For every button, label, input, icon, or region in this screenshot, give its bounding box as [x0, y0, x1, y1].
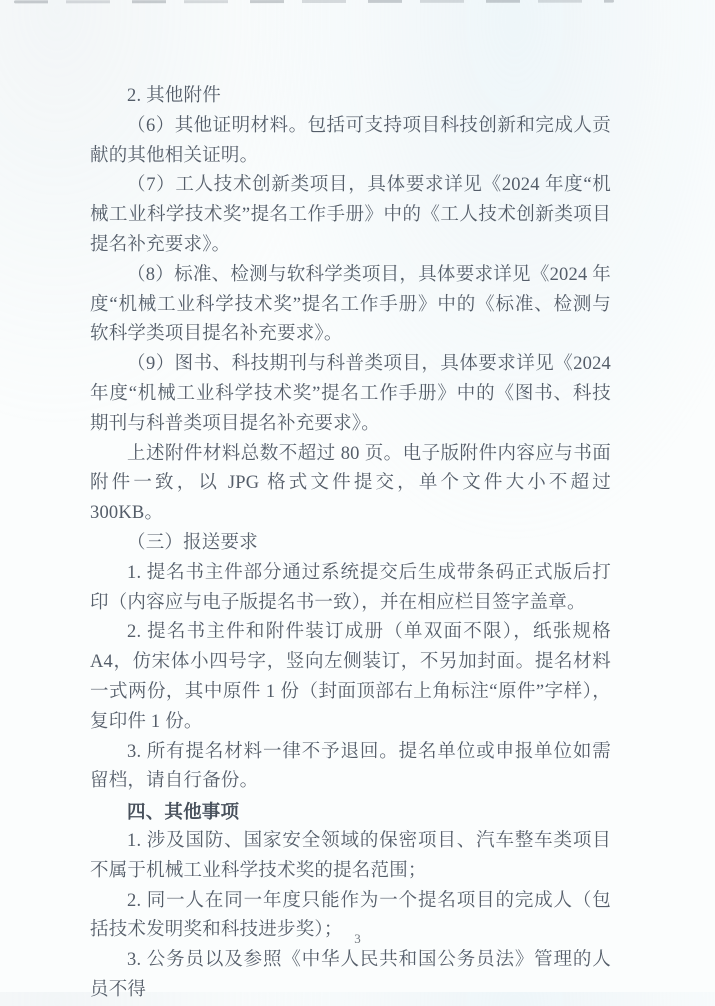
- section-heading-other-matters: 四、其他事项: [127, 801, 240, 823]
- paragraph-submission-item-1: 1. 提名书主件部分通过系统提交后生成带条码正式版后打印（内容应与电子版提名书一致），并在相应栏目签字盖章。: [90, 562, 611, 613]
- page-number: 3: [354, 931, 361, 946]
- paragraph-item-6: （6）其他证明材料。包括可支持项目科技创新和完成人贡献的其他相关证明。: [90, 115, 611, 166]
- paragraph-other-matters-item-3: 3. 公务员以及参照《中华人民共和国公务员法》管理的人员不得: [90, 950, 611, 1000]
- paragraph-item-9: （9）图书、科技期刊与科普类项目，具体要求详见《2024 年度“机械工业科学技术奖”提名工作手册》中的《图书、科技期刊与科普类项目提名补充要求》。: [90, 354, 611, 434]
- paragraph-submission-item-2: 2. 提名书主件和附件装订成册（单双面不限），纸张规格 A4，仿宋体小四号字，竖向左侧装订，不另加封面。提名材料一式两份，其中原件 1 份（封面顶部右上角标注“原件”字样），复印件 1 份。: [90, 622, 611, 732]
- paragraph-item-7: （7）工人技术创新类项目，具体要求详见《2024 年度“机械工业科学技术奖”提名工作手册》中的《工人技术创新类项目提名补充要求》。: [90, 175, 611, 255]
- paragraph-other-matters-item-2: 2. 同一人在同一年度只能作为一个提名项目的完成人（包括技术发明奖和科技进步奖）；: [90, 890, 611, 941]
- scan-edge-artifact: [14, 0, 614, 3]
- paragraph-attachment-limit: 上述附件材料总数不超过 80 页。电子版附件内容应与书面附件一致，以 JPG 格式文件提交，单个文件大小不超过 300KB。: [90, 443, 611, 524]
- paragraph-item-8: （8）标准、检测与软科学类项目，具体要求详见《2024 年度“机械工业科学技术奖”提名工作手册》中的《标准、检测与软科学类项目提名补充要求》。: [90, 264, 611, 345]
- paragraph-other-matters-item-1: 1. 涉及国防、国家安全领域的保密项目、汽车整车类项目不属于机械工业科学技术奖的提名范围；: [90, 830, 611, 881]
- paragraph-other-attachments: 2. 其他附件: [127, 86, 221, 106]
- document-body: [90, 82, 611, 1006]
- paragraph-submission-item-3: 3. 所有提名材料一律不予退回。提名单位或申报单位如需留档，请自行备份。: [90, 741, 611, 792]
- paragraph-submission-requirements-title: （三）报送要求: [127, 532, 258, 553]
